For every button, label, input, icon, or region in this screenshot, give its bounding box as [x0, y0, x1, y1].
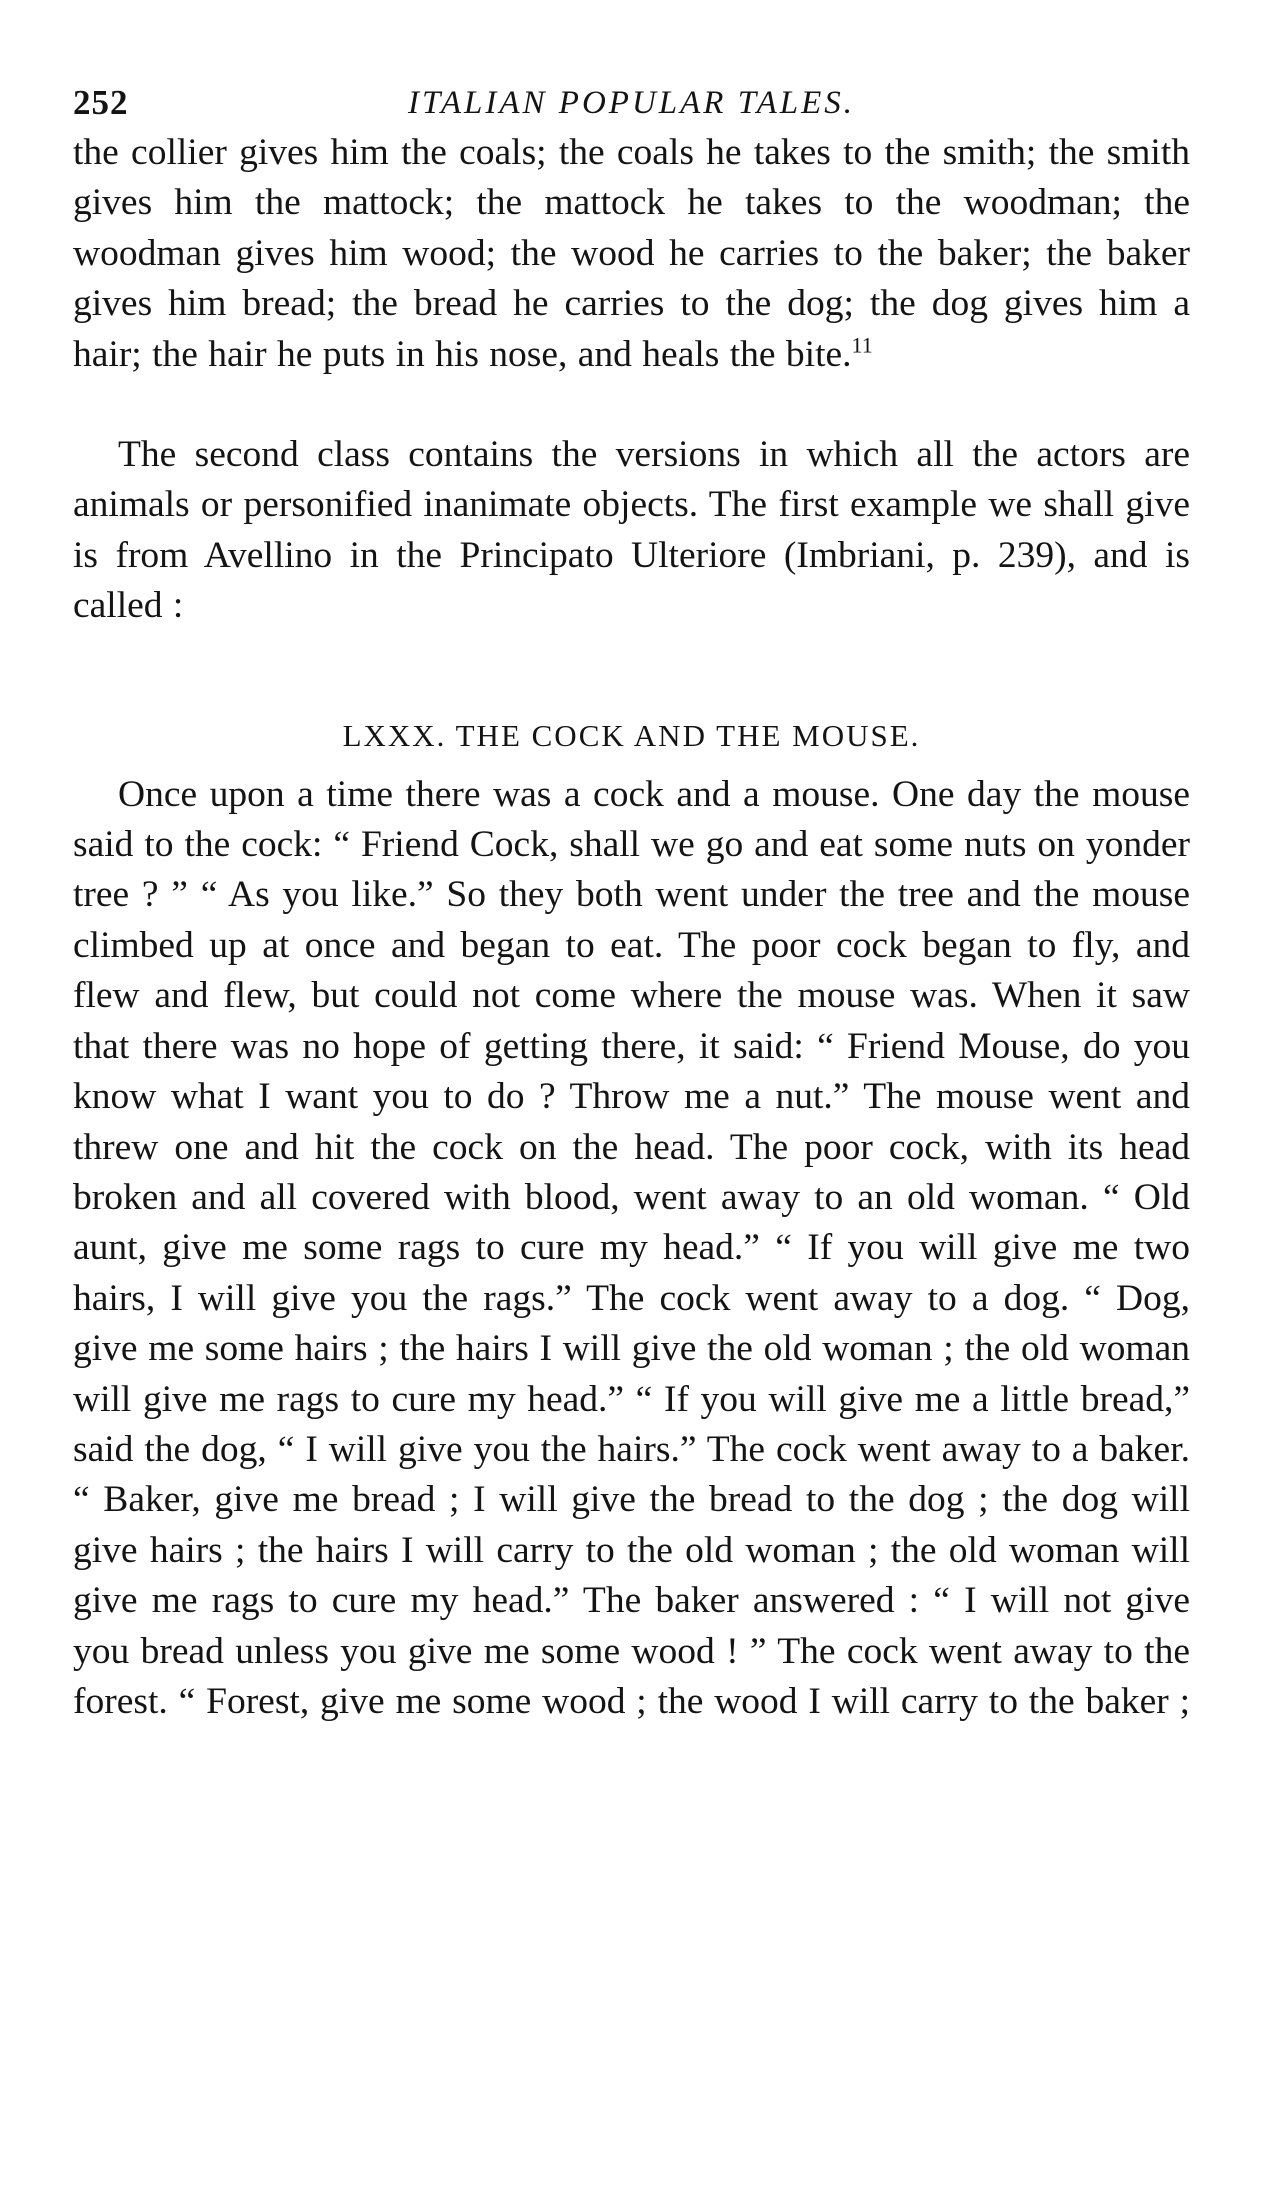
paragraph-text: the collier gives him the coals; the coals he takes to the smith; the smith gives him the mattock; the mattock he takes to the woodman; the woodman gives him wood; the wood he carries to the baker; the baker gives him bread; the bread he carries to the dog; the dog gives him a hair; the hair he puts in his nose, and heals the bite. [73, 132, 1190, 375]
running-head: ITALIAN POPULAR TALES. [407, 85, 856, 121]
page-header [73, 78, 1190, 128]
chapter-title: LXXX. THE COCK AND THE MOUSE. [342, 717, 921, 753]
paragraph-continuation [73, 128, 1190, 380]
footnote-marker: 11 [851, 332, 873, 358]
page-content [73, 78, 1190, 1727]
chapter-body: Once upon a time there was a cock and a mouse. One day the mouse said to the cock: “ Friend Cock, shall we go and eat some nuts on yonder tree ? ” “ As you like.” So they both went under the tree and the mouse climbed up at once and began to eat. The poor cock began to fly, and flew and flew, but could not come where the mouse was. When it saw that there was no hope of getting there, it said: “ Friend Mouse, do you know what I want you to do ? Throw me a nut.” The mouse went and threw one and hit the cock on the head. The poor cock, with its head broken and all covered with blood, went away to an old woman. “ Old aunt, give me some rags to cure my head.” “ If you will give me two hairs, I will give you the rags.” The cock went away to a dog. “ Dog, give me some hairs ; the hairs I will give the old woman ; the old woman will give me rags to cure my head.” “ If you will give me a little bread,” said the dog, “ I will give you the hairs.” The cock went away to a baker. “ Baker, give me bread ; I will give the bread to the dog ; the dog will give hairs ; the hairs I will carry to the old woman ; the old woman will give me rags to cure my head.” The baker answered : “ I will not give you bread unless you give me some wood ! ” The cock went away to the forest. “ Forest, give me some wood ; the wood I will carry to the baker ; [73, 773, 1190, 1722]
paragraph-introduction: The second class contains the versions in which all the actors are animals or personified inanimate objects. The first example we shall give is from Avellino in the Principato Ulteriore (Imbriani, p. 239), and is called : [73, 434, 1190, 627]
page-number: 252 [73, 83, 129, 122]
